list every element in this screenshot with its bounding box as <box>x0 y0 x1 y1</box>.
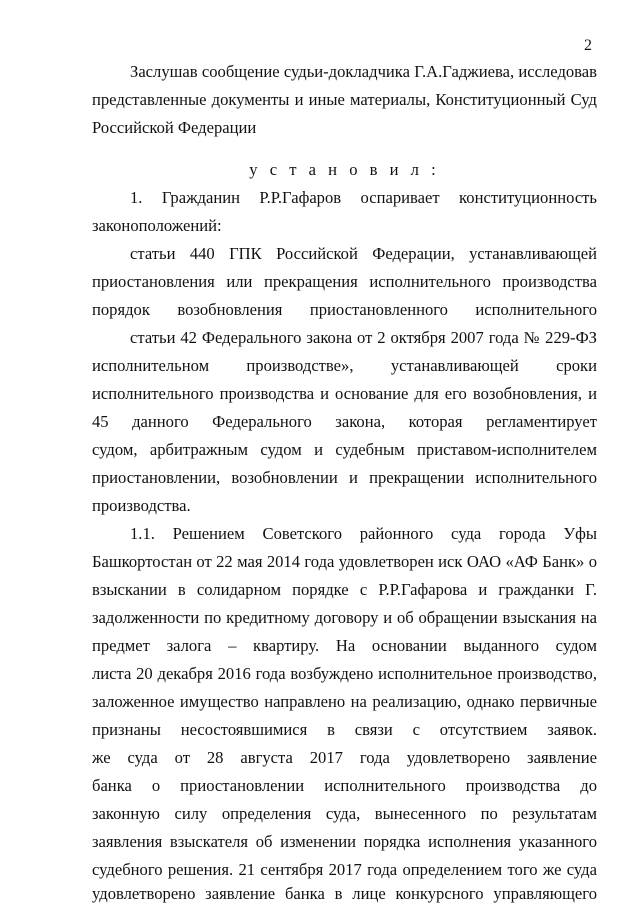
text-line: статьи 440 ГПК Российской Федерации, устанавливающей <box>130 244 597 263</box>
text-line: исполнительного производства и основание для его возобновления, и <box>92 384 597 403</box>
text-line: законную силу определения суда, вынесенного по результатам <box>92 804 597 823</box>
text-line: порядок возобновления приостановленного исполнительного <box>92 300 597 319</box>
text-line: заявления взыскателя об изменении порядка исполнения указанного <box>92 832 597 851</box>
text-line: законоположений: <box>92 216 222 235</box>
section-heading: у с т а н о в и л : <box>249 160 440 179</box>
text-line: представленные документы и иные материалы, Конституционный Суд <box>92 90 597 109</box>
text-line: заложенное имущество направлено на реализацию, однако первичные <box>92 692 597 711</box>
text-line: 1. Гражданин Р.Р.Гафаров оспаривает конституционность <box>130 188 597 207</box>
text-line: же суда от 28 августа 2017 года удовлетворено заявление <box>92 748 597 767</box>
text-line: статьи 42 Федерального закона от 2 октября 2007 года № 229-ФЗ <box>130 328 597 347</box>
page-number: 2 <box>584 37 592 54</box>
text-line: банка о приостановлении исполнительного производства до <box>92 776 597 795</box>
text-line: 45 данного Федерального закона, которая регламентирует <box>92 412 597 431</box>
text-line: Заслушав сообщение судьи-докладчика Г.А.Гаджиева, исследовав <box>130 62 597 81</box>
text-line: судом, арбитражным судом и судебным приставом-исполнителем <box>92 440 597 459</box>
text-line: приостановлении, возобновлении и прекращении исполнительного <box>92 468 597 487</box>
text-line: признаны несостоявшимися в связи с отсутствием заявок. <box>92 720 597 739</box>
text-line: задолженности по кредитному договору и об обращении взыскания на <box>92 608 597 627</box>
text-line: судебного решения. 21 сентября 2017 года определением того же суда <box>92 860 597 879</box>
text-line: взыскании в солидарном порядке с Р.Р.Гафарова и гражданки Г. <box>92 580 597 599</box>
text-line: Башкортостан от 22 мая 2014 года удовлетворен иск ОАО «АФ Банк» о <box>92 552 597 571</box>
text-line: исполнительном производстве», устанавливающей сроки <box>92 356 597 375</box>
text-line: предмет залога – квартиру. На основании выданного судом <box>92 636 597 655</box>
text-line: 1.1. Решением Советского районного суда города Уфы <box>130 524 597 543</box>
text-line: приостановления или прекращения исполнительного производства <box>92 272 597 291</box>
text-line: листа 20 декабря 2016 года возбуждено исполнительное производство, <box>92 664 597 683</box>
text-line: производства. <box>92 496 191 515</box>
text-line: Российской Федерации <box>92 118 257 137</box>
text-line: удовлетворено заявление банка в лице конкурсного управляющего <box>92 884 597 903</box>
